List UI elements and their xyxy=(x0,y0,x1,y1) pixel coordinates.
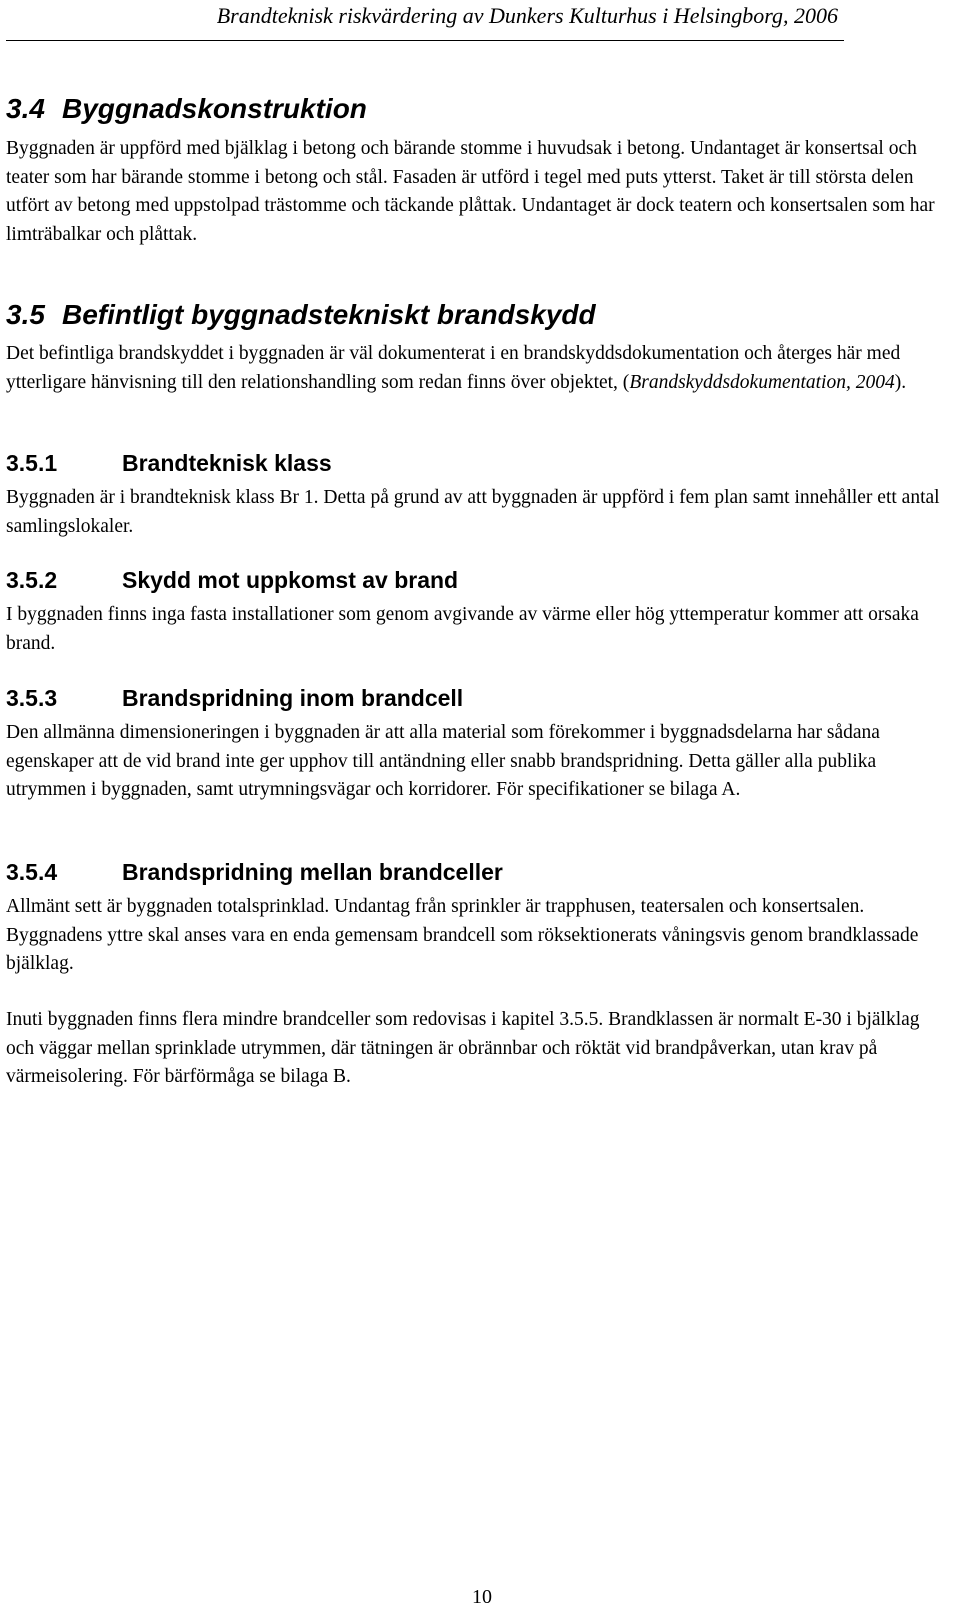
paragraph-3-5-4-a: Allmänt sett är byggnaden totalsprinklad. Undantag från sprinkler är trapphusen, teatersalen och konsertsalen. Byggnadens yttre skal anses vara en enda gemensam brandcell som röksektionerats våningsvis genom brandklassade bjälklag. xyxy=(6,896,919,974)
paragraph-3-5-3: Den allmänna dimensioneringen i byggnaden är att alla material som förekommer i byggnadsdelarna har sådana egenskaper att de vid brand inte ger upphov till antändning eller snabb brandspridning. Detta gäller alla publika utrymmen i byggnaden, samt utrymningsvägar och korridorer. För specifikationer se bilaga A. xyxy=(6,722,880,800)
section-heading-3-4 xyxy=(6,92,367,126)
section-title: Byggnadskonstruktion xyxy=(62,93,367,124)
running-header: Brandteknisk riskvärdering av Dunkers Kulturhus i Helsingborg, 2006 xyxy=(216,3,838,28)
section-title: Skydd mot uppkomst av brand xyxy=(122,567,459,593)
section-number: 3.5.3 xyxy=(6,685,58,711)
section-title: Brandspridning mellan brandceller xyxy=(122,859,503,885)
paragraph-3-5-4-b: Inuti byggnaden finns flera mindre brandceller som redovisas i kapitel 3.5.5. Brandklassen är normalt E-30 i bjälklag och väggar mellan sprinklade utrymmen, där tätningen är obrännbar och röktät vid brandpåverkan, utan krav på värmeisolering. För bärförmåga se bilaga B. xyxy=(6,1009,920,1087)
page-number: 10 xyxy=(472,1586,492,1608)
header-rule xyxy=(6,40,844,41)
section-title: Brandteknisk klass xyxy=(122,450,332,476)
paragraph-3-4: Byggnaden är uppförd med bjälklag i betong och bärande stomme i huvudsak i betong. Undantaget är konsertsal och teater som har bärande stomme i betong och stål. Fasaden är utförd i tegel med puts ytterst. Taket är till största delen utfört av betong med uppstolpad trästomme och täckande plåttak. Undantaget är dock teatern och konsertsalen som har limträbalkar och plåttak. xyxy=(6,138,935,245)
reference-citation: Brandskyddsdokumentation, 2004 xyxy=(629,371,895,393)
section-heading-3-5-1 xyxy=(6,448,332,478)
paragraph-3-5-1: Byggnaden är i brandteknisk klass Br 1. Detta på grund av att byggnaden är uppförd i fem plan samt innehåller ett antal samlingslokaler. xyxy=(6,487,940,537)
paragraph-3-5-2: I byggnaden finns inga fasta installationer som genom avgivande av värme eller hög yttemperatur kommer att orsaka brand. xyxy=(6,604,919,654)
section-title: Brandspridning inom brandcell xyxy=(122,685,464,711)
paragraph-3-5 xyxy=(6,340,946,397)
section-number: 3.5 xyxy=(6,299,45,330)
paragraph-text: Det befintliga brandskyddet i byggnaden är väl dokumenterat i en brandskyddsdokumentation och återges här med ytterligare hänvisning till den relationshandling som redan finns över objektet, ( xyxy=(6,343,901,393)
section-number: 3.5.1 xyxy=(6,450,58,476)
section-number: 3.5.2 xyxy=(6,567,58,593)
section-number: 3.5.4 xyxy=(6,859,58,885)
section-number: 3.4 xyxy=(6,93,45,124)
section-heading-3-5-3 xyxy=(6,683,463,713)
section-heading-3-5-2 xyxy=(6,565,458,595)
section-title: Befintligt byggnadstekniskt brandskydd xyxy=(62,299,596,330)
section-heading-3-5-4 xyxy=(6,857,503,887)
paragraph-text-end: ). xyxy=(894,371,907,393)
section-heading-3-5 xyxy=(6,298,596,332)
